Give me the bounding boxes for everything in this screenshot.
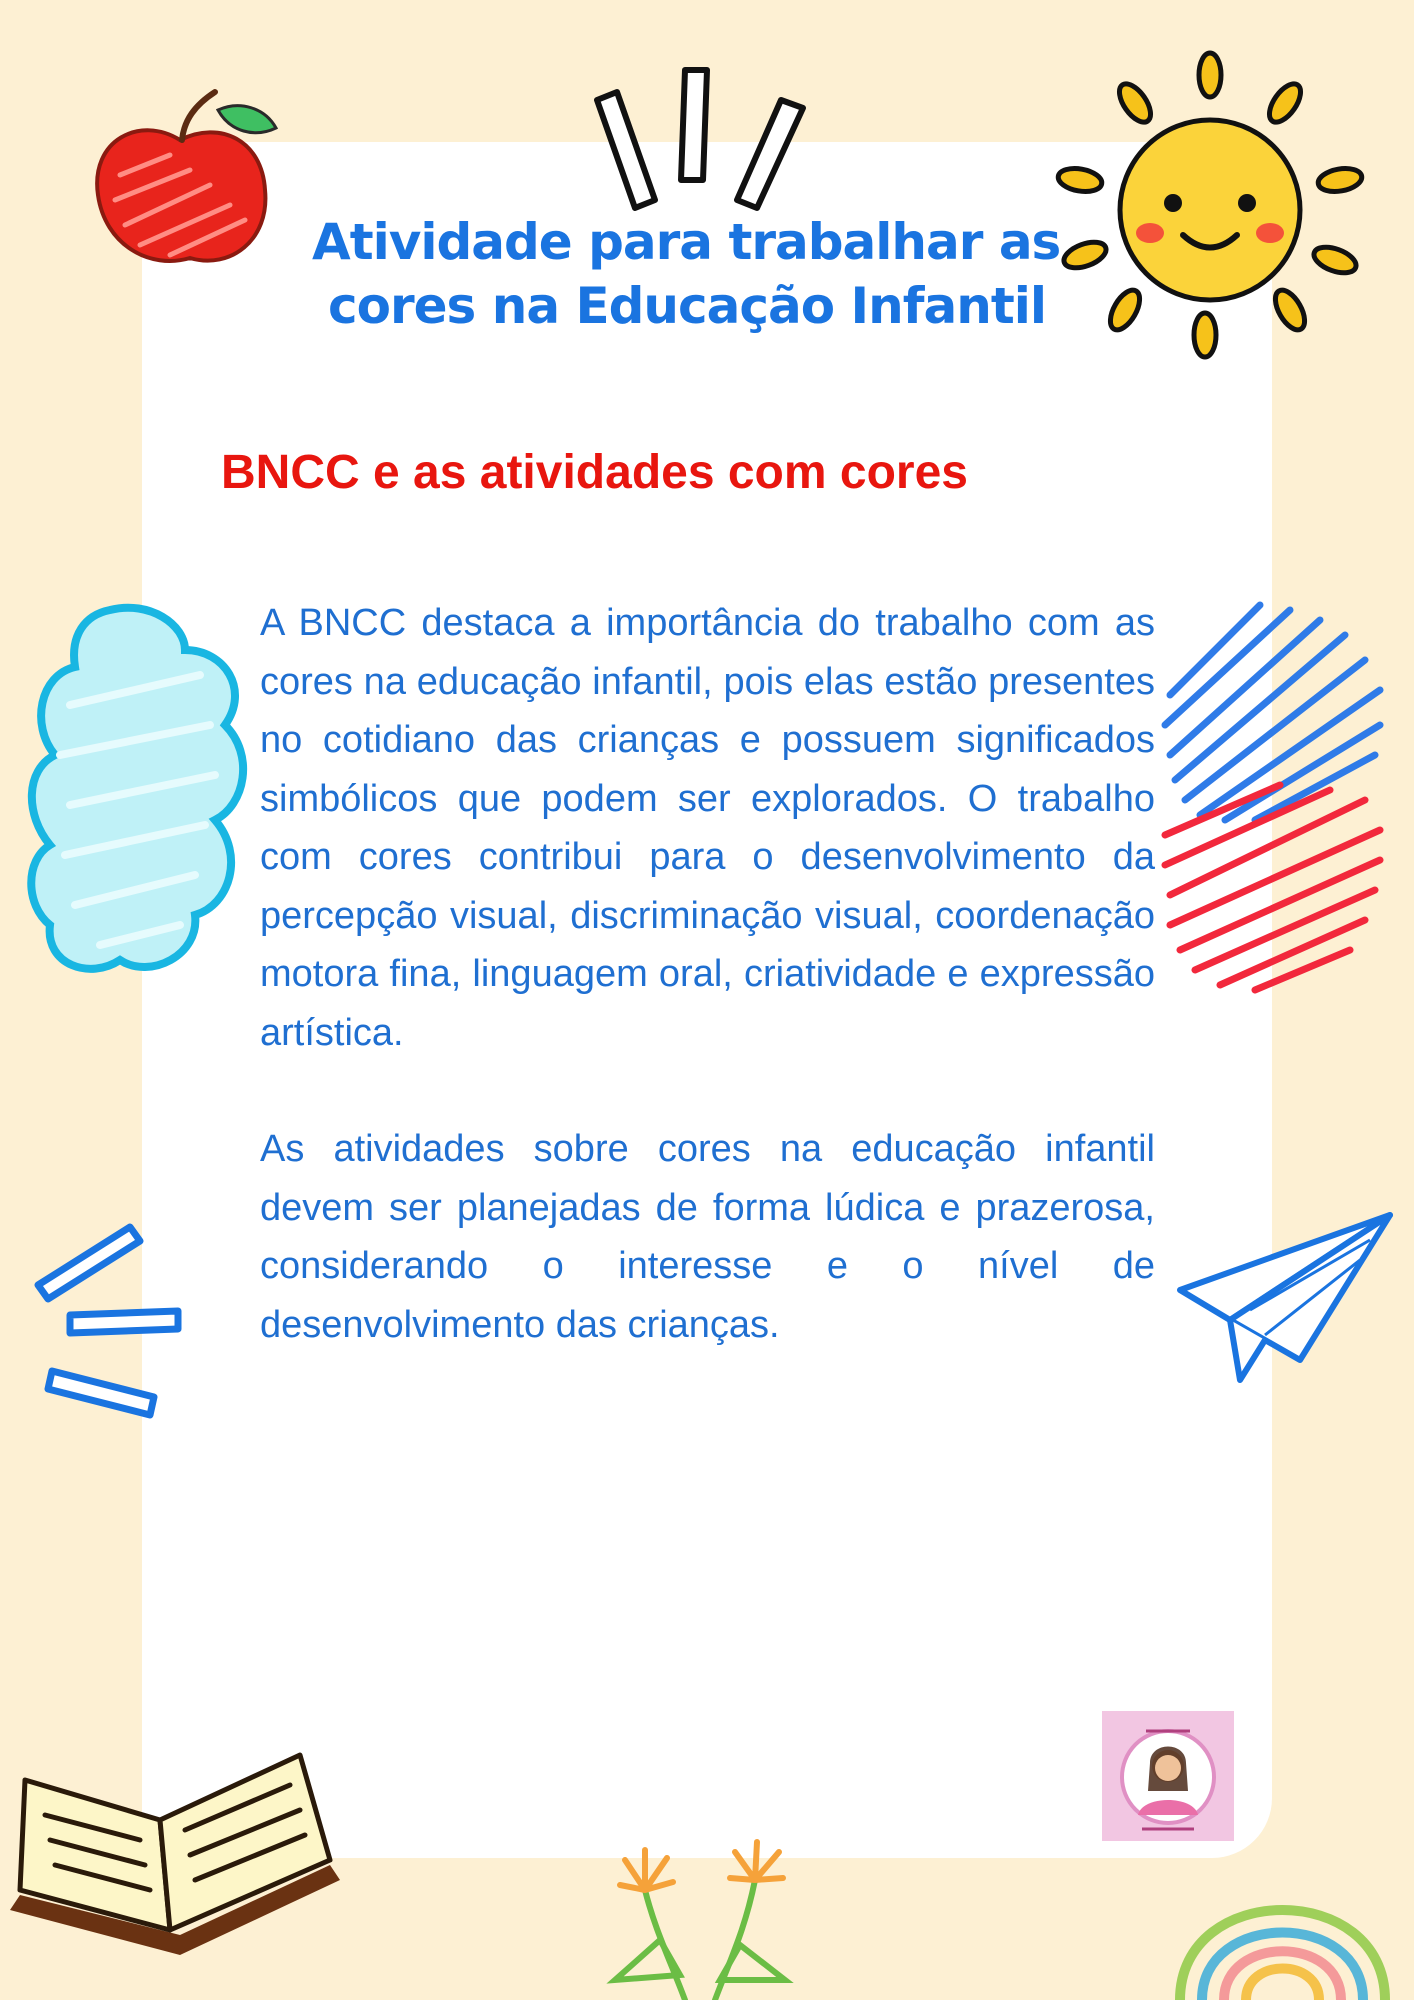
flowers-icon [585, 1830, 815, 2000]
dash-lines-icon [30, 1215, 190, 1435]
title-line-1: Atividade para trabalhar as [312, 213, 1061, 271]
title-line-2: cores na Educação Infantil [328, 277, 1046, 335]
book-icon [0, 1740, 350, 1980]
author-badge [1102, 1711, 1234, 1841]
sparkle-lines-icon [585, 60, 835, 220]
scribble-icon [1150, 595, 1390, 995]
cloud-icon [20, 595, 260, 985]
paragraph-2: As atividades sobre cores na educação infantil devem ser planejadas de forma lúdica e prazerosa, considerando o interesse e o nível de desenvolvimento das crianças. [260, 1128, 1155, 1346]
page-title [250, 210, 1070, 338]
paper-plane-icon [1170, 1200, 1400, 1395]
paragraph-1: A BNCC destaca a importância do trabalho com as cores na educação infantil, pois elas estão presentes no cotidiano das crianças e possuem significados simbólicos que podem ser explorados. O trabalho com cores contribui para o desenvolvimento da percepção visual, discriminação visual, coordenação motora fina, linguagem oral, criatividade e expressão artística. [260, 602, 1155, 1054]
author-avatar [1102, 1711, 1234, 1841]
section-heading: BNCC e as atividades com cores [221, 446, 968, 499]
section-body [260, 594, 1155, 1412]
rainbow-icon [1170, 1830, 1400, 2000]
sun-icon [1045, 45, 1375, 365]
